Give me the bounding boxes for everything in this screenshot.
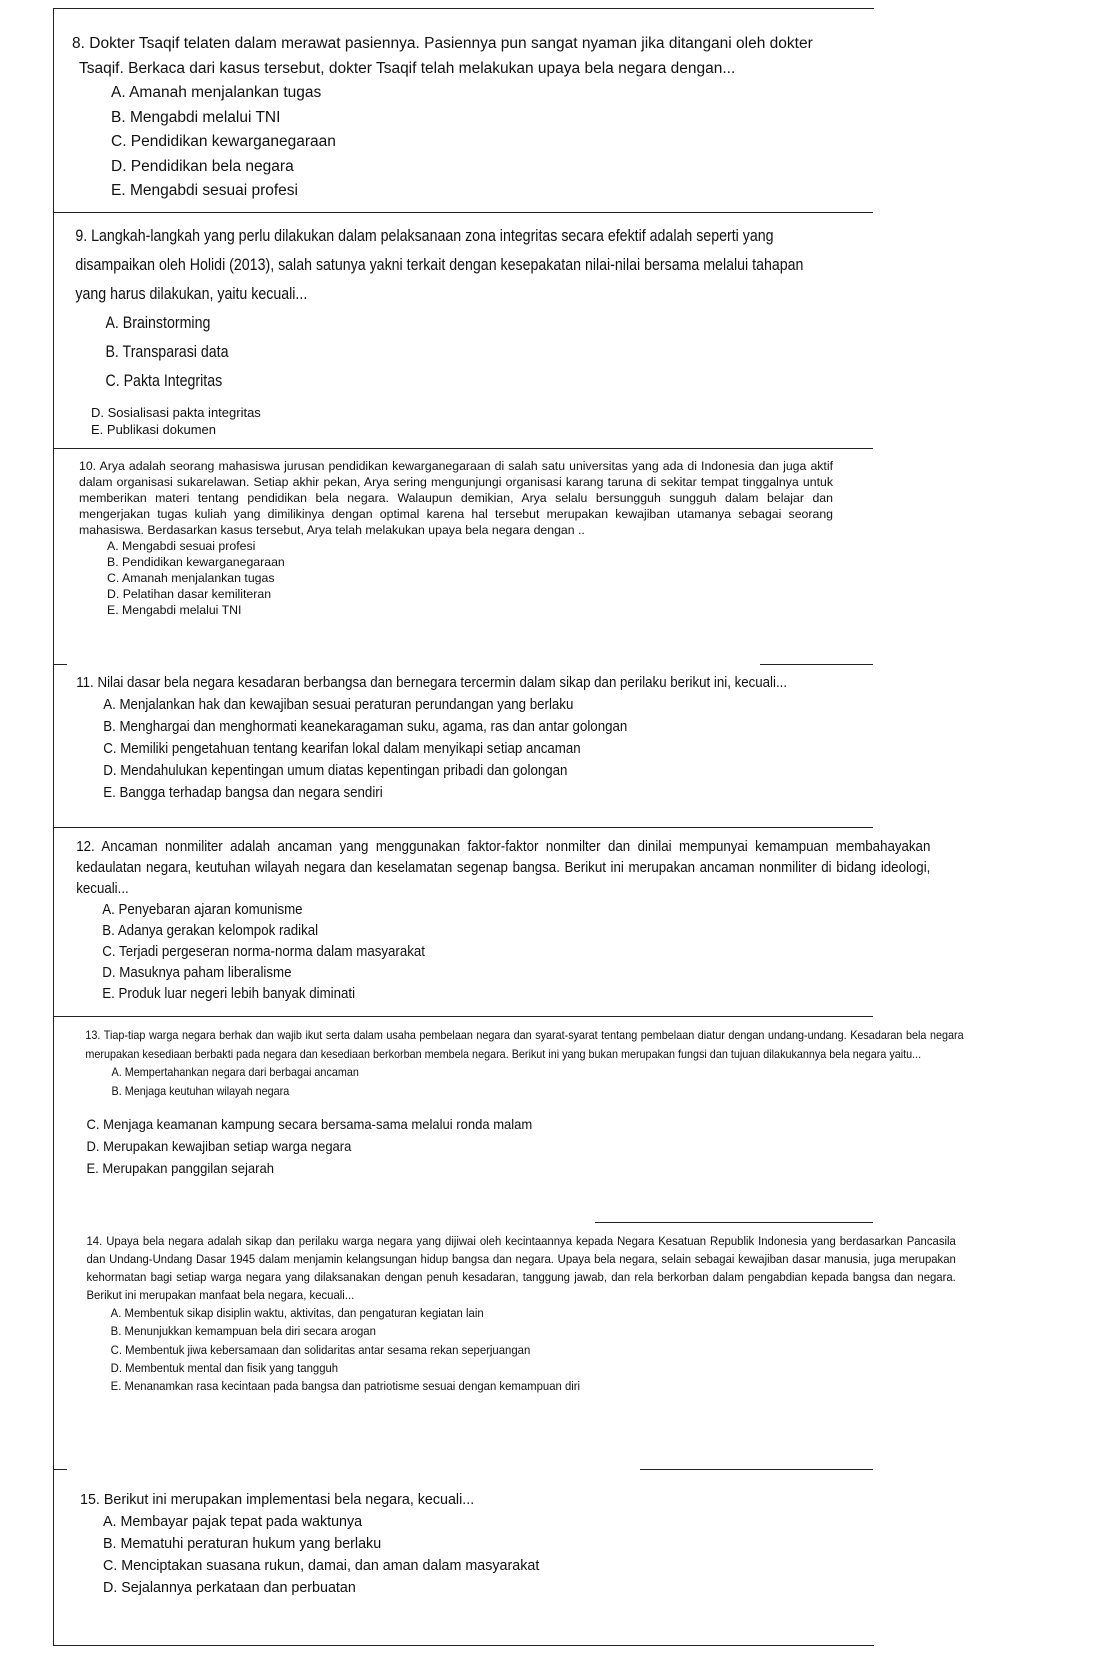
answer-option[interactable]: B. Transparasi data [105, 343, 229, 361]
question-number: 13. [85, 1028, 101, 1042]
answer-option[interactable]: B. Mematuhi peraturan hukum yang berlaku [103, 1536, 382, 1552]
answer-option[interactable]: A. Menjalankan hak dan kewajiban sesuai peraturan perundangan yang berlaku [103, 697, 574, 713]
question-stem [53, 1026, 1112, 1063]
answer-option[interactable]: C. Amanah menjalankan tugas [107, 571, 275, 585]
answer-option[interactable]: D. Pendidikan bela negara [111, 157, 294, 175]
answer-option[interactable]: C. Menjaga keamanan kampung secara bersama-sama melalui ronda malam [86, 1116, 533, 1132]
divider [53, 1016, 873, 1017]
divider [53, 827, 873, 828]
answer-option[interactable]: E. Produk luar negeri lebih banyak diminati [102, 986, 356, 1002]
question-text: Langkah-langkah yang perlu dilakukan dalam pelaksanaan zona integritas secara efektif adalah seperti yang disampaikan oleh Holidi (2013), salah satunya yakni terkait dengan kesepakatan nilai-nilai bersama melalui tahapan yang harus dilakukan, yaitu kecuali... [75, 227, 804, 303]
answer-option[interactable]: E. Mengabdi sesuai profesi [111, 182, 298, 199]
question-stem [53, 32, 873, 81]
divider [53, 448, 873, 449]
answer-option[interactable]: B. Adanya gerakan kelompok radikal [102, 923, 319, 939]
answer-option[interactable]: E. Merupakan panggilan sejarah [86, 1160, 274, 1176]
question-text: Arya adalah seorang mahasiswa jurusan pendidikan kewarganegaraan di salah satu universitas yang ada di Indonesia dan juga aktif dalam organisasi sukarelawan. Setiap akhir pekan, Arya sering mengunjungi organisasi karang taruna di sekitar tempat tinggalnya untuk memberikan materi tentang pendidikan bela negara. Walaupun demikian, Arya selalu bersungguh sungguh dalam belajar dan mengerjakan tugas kuliah yang dimilikinya dengan optimal karena hal tersebut merupakan kewajiban utamanya sebagai seorang mahasiswa. Berdasarkan kasus tersebut, Arya telah melakukan upaya bela negara dengan .. [79, 459, 833, 537]
answer-option[interactable]: C. Menciptakan suasana rukun, damai, dan aman dalam masyarakat [103, 1558, 540, 1574]
answer-option[interactable]: D. Pelatihan dasar kemiliteran [107, 587, 272, 601]
question-text: Dokter Tsaqif telaten dalam merawat pasiennya. Pasiennya pun sangat nyaman jika ditangani oleh dokter Tsaqif. Berkaca dari kasus tersebut, dokter Tsaqif telah melakukan upaya bela negara dengan... [79, 35, 813, 77]
answer-option[interactable]: C. Memiliki pengetahuan tentang kearifan lokal dalam menyikapi setiap ancaman [103, 741, 581, 757]
question-10 [53, 458, 873, 618]
question-number: 10. [79, 459, 97, 473]
answer-option[interactable]: B. Menjaga keutuhan wilayah negara [111, 1083, 290, 1098]
answer-option[interactable]: A. Mempertahankan negara dari berbagai ancaman [111, 1065, 359, 1079]
question-number: 8. [72, 35, 85, 52]
answer-option[interactable]: C. Pendidikan kewarganegaraan [111, 133, 336, 150]
answer-option[interactable]: C. Terjadi pergeseran norma-norma dalam masyarakat [102, 944, 425, 960]
divider [760, 664, 873, 665]
divider [53, 664, 67, 665]
answer-option[interactable]: A. Amanah menjalankan tugas [111, 84, 322, 101]
answer-option[interactable]: C. Pakta Integritas [105, 372, 223, 390]
answer-option[interactable]: B. Pendidikan kewarganegaraan [107, 555, 285, 569]
answer-option[interactable]: B. Menunjukkan kemampuan bela diri secara arogan [110, 1324, 376, 1339]
question-text: Berikut ini merupakan implementasi bela negara, kecuali... [103, 1492, 475, 1508]
question-11 [53, 672, 873, 804]
answer-option[interactable]: D. Sejalannya perkataan dan perbuatan [103, 1580, 356, 1596]
question-text: Nilai dasar bela negara kesadaran berbangsa dan bernegara tercermin dalam sikap dan perilaku berikut ini, kecuali... [97, 675, 788, 691]
divider [53, 212, 873, 213]
answer-option[interactable]: A. Penyebaran ajaran komunisme [102, 902, 303, 918]
question-15 [53, 1489, 873, 1599]
answer-option[interactable]: A. Membentuk sikap disiplin waktu, aktivitas, dan pengaturan kegiatan lain [110, 1306, 484, 1320]
answer-option[interactable]: D. Merupakan kewajiban setiap warga negara [86, 1138, 352, 1154]
answer-option[interactable]: C. Membentuk jiwa kebersamaan dan solidaritas antar sesama rekan seperjuangan [110, 1342, 531, 1357]
question-13 [53, 1026, 964, 1179]
question-stem [53, 672, 1093, 694]
answer-option[interactable]: D. Membentuk mental dan fisik yang tangguh [110, 1360, 339, 1375]
question-stem [53, 222, 850, 309]
question-text: Ancaman nonmiliter adalah ancaman yang menggunakan faktor-faktor nonmilter dan dinilai mempunyai kemampuan membahayakan kedaulatan negara, keutuhan wilayah negara dan keselamatan segenap bangsa. Berikut ini merupakan ancaman nonmiliter di bidang ideologi, kecuali... [76, 839, 931, 897]
question-8 [53, 32, 873, 204]
question-number: 12. [76, 839, 95, 855]
question-9 [53, 222, 873, 438]
answer-option[interactable]: D. Masuknya paham liberalisme [102, 965, 292, 981]
answer-option[interactable]: D. Sosialisasi pakta integritas [91, 405, 261, 420]
answer-option[interactable]: B. Menghargai dan menghormati keanekaragaman suku, agama, ras dan antar golongan [103, 719, 628, 735]
question-number: 14. [86, 1234, 103, 1248]
answer-option[interactable]: A. Brainstorming [105, 314, 211, 332]
answer-option[interactable]: A. Mengabdi sesuai profesi [107, 539, 256, 553]
question-number: 15. [80, 1492, 100, 1508]
answer-option[interactable]: E. Menanamkan rasa kecintaan pada bangsa dan patriotisme sesuai dengan kemampuan diri [110, 1379, 581, 1394]
divider [53, 1469, 67, 1470]
question-stem [53, 1489, 873, 1511]
question-12 [53, 837, 931, 1005]
question-14 [53, 1232, 956, 1395]
question-stem [53, 1232, 1095, 1304]
question-stem [53, 458, 873, 538]
answer-option[interactable]: D. Mendahulukan kepentingan umum diatas kepentingan pribadi dan golongan [103, 763, 568, 779]
question-text: Upaya bela negara adalah sikap dan perilaku warga negara yang dijiwai oleh kecintaannya kepada Negara Kesatuan Republik Indonesia yang berdasarkan Pancasila dan Undang-Undang Dasar 1945 dalam menjamin kelangsungan hidup bangsa dan negara. Upaya bela negara, selain sebagai kewajiban dasar manusia, juga merupakan kehormatan bagi setiap warga negara yang dilaksanakan dengan penuh kesadaran, tanggung jawab, dan rela berkorban dalam pengabdian kepada bangsa dan negara. Berikut ini merupakan manfaat bela negara, kecuali... [86, 1234, 956, 1302]
divider [640, 1469, 873, 1470]
answer-option[interactable]: E. Bangga terhadap bangsa dan negara sendiri [103, 785, 383, 801]
question-number: 9. [75, 227, 88, 245]
answer-option[interactable]: E. Publikasi dokumen [91, 422, 217, 437]
answer-option[interactable]: E. Mengabdi melalui TNI [107, 603, 242, 617]
answer-option[interactable]: B. Mengabdi melalui TNI [111, 108, 281, 126]
question-text: Tiap-tiap warga negara berhak dan wajib ikut serta dalam usaha pembelaan negara dan syarat-syarat tentang pembelaan diatur dengan undang-undang. Kesadaran bela negara merupakan kesediaan berbakti pada negara dan kesediaan berkorban membela negara. Berikut ini yang bukan merupakan fungsi dan tujuan dilakukannya bela negara yaitu... [85, 1028, 964, 1061]
question-stem [53, 837, 1033, 900]
question-number: 11. [76, 675, 94, 691]
divider [595, 1222, 873, 1223]
answer-option[interactable]: A. Membayar pajak tepat pada waktunya [103, 1514, 363, 1530]
